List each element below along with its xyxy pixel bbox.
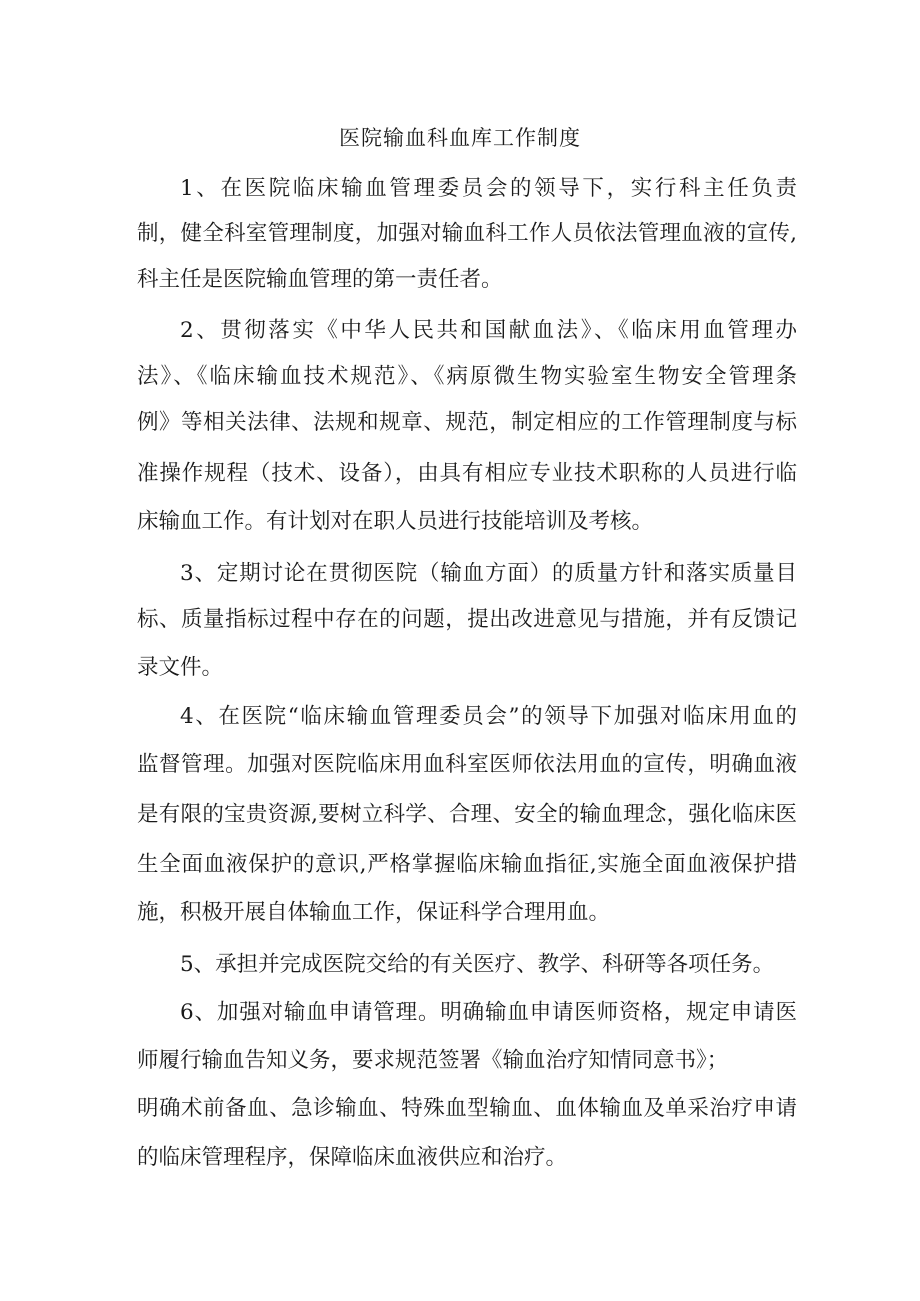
clause-3-line-1: 3、定期讨论在贯彻医院（输血方面）的质量方针和落实质量目 (180, 561, 797, 586)
clause-4-line-4: 生全面血液保护的意识,严格掌握临床输血指征,实施全面血液保护措 (137, 852, 797, 877)
clause-4-line-3: 是有限的宝贵资源,要树立科学、合理、安全的输血理念，强化临床医 (137, 802, 797, 827)
clause-4-line-1: 4、在医院“临床输血管理委员会”的领导下加强对临床用血的 (180, 704, 797, 729)
clause-1-line-2: 制，健全科室管理制度，加强对输血科工作人员依法管理血液的宣传, (137, 221, 797, 246)
clause-6-line-4: 的临床管理程序，保障临床血液供应和治疗。 (137, 1145, 568, 1170)
clause-5-line-1: 5、承担并完成医院交给的有关医疗、教学、科研等各项任务。 (180, 952, 775, 977)
clause-2-line-2: 法》、《临床输血技术规范》、《病原微生物实验室生物安全管理条 (137, 364, 797, 389)
clause-1-line-3: 科主任是医院输血管理的第一责任者。 (137, 267, 503, 292)
clause-6-line-2: 师履行输血告知义务，要求规范签署《输血治疗知情同意书》； (137, 1048, 729, 1073)
clause-6-line-3: 明确术前备血、急诊输血、特殊血型输血、血体输血及单采治疗申请 (137, 1096, 797, 1121)
clause-4-line-5: 施，积极开展自体输血工作，保证科学合理用血。 (137, 900, 611, 925)
clause-2-line-4: 准操作规程（技术、设备），由具有相应专业技术职称的人员进行临 (137, 461, 797, 486)
clause-4-line-2: 监督管理。加强对医院临床用血科室医师依法用血的宣传，明确血液 (137, 752, 797, 777)
clause-1-line-1: 1、在医院临床输血管理委员会的领导下，实行科主任负责 (180, 176, 797, 201)
clause-3-line-3: 录文件。 (137, 655, 224, 680)
clause-2-line-3: 例》等相关法律、法规和规章、规范，制定相应的工作管理制度与标 (137, 410, 797, 435)
clause-2-line-1: 2、贯彻落实《中华人民共和国献血法》、《临床用血管理办 (180, 318, 797, 343)
document-title: 医院输血科血库工作制度 (339, 126, 581, 150)
clause-6-line-1: 6、加强对输血申请管理。明确输血申请医师资格，规定申请医 (180, 1000, 797, 1025)
clause-2-line-5: 床输血工作。有计划对在职人员进行技能培训及考核。 (137, 509, 654, 534)
clause-3-line-2: 标、质量指标过程中存在的问题，提出改进意见与措施，并有反馈记 (137, 607, 797, 632)
